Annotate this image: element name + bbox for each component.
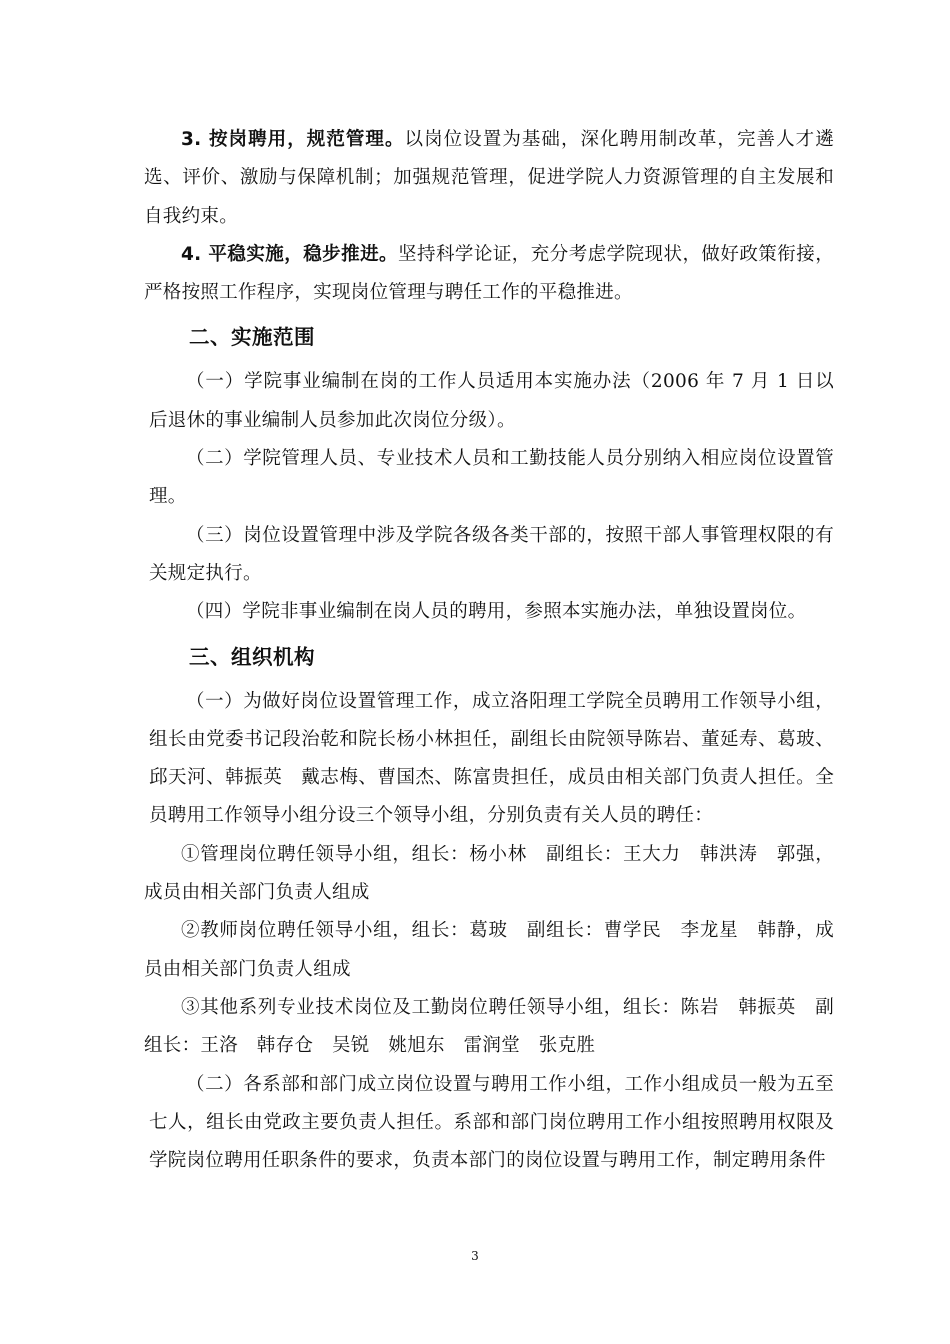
section-3-paragraph-2: ①管理岗位聘任领导小组，组长：杨小林 副组长：王大力 韩洪涛 郭强，成员由相关部门负责人组成	[144, 843, 834, 904]
principle-3-paragraph	[144, 121, 834, 236]
section-2-paragraph-3: （三）岗位设置管理中涉及学院各级各类干部的，按照干部人事管理权限的有关规定执行。	[149, 524, 834, 584]
principle-4-title: 4. 平稳实施，稳步推进。	[181, 243, 399, 265]
section-2-heading: 二、实施范围	[189, 325, 315, 350]
section-2-paragraph-4: （四）学院非事业编制在岗人员的聘用，参照本实施办法，单独设置岗位。	[186, 601, 807, 623]
section-3-heading: 三、组织机构	[189, 644, 315, 669]
principle-3-title: 3. 按岗聘用，规范管理。	[181, 129, 405, 150]
section-3-paragraph-3: ②教师岗位聘任领导小组，组长：葛玻 副组长：曹学民 李龙星 韩静，成员由相关部门负责人组成	[144, 920, 834, 980]
section-3-paragraph-1: （一）为做好岗位设置管理工作，成立洛阳理工学院全员聘用工作领导小组，组长由党委书记段治乾和院长杨小林担任，副组长由院领导陈岩、董延寿、葛玻、邱天河、韩振英 戴志梅、曹国杰、陈富贵担任，成员由相关部门负责人担任。全员聘用工作领导小组分设三个领导小组，分别负责有关人员的聘任：	[149, 690, 834, 827]
page-body	[144, 121, 834, 1180]
page-number: 3	[471, 1249, 479, 1263]
principle-4-paragraph	[144, 236, 834, 313]
principle-3-text: 以岗位设置为基础，深化聘用制改革，完善人才遴选、评价、激励与保障机制；加强规范管理，促进学院人力资源管理的自主发展和自我约束。	[144, 129, 834, 227]
principle-4-text: 坚持科学论证，充分考虑学院现状，做好政策衔接，严格按照工作程序，实现岗位管理与聘任工作的平稳推进。	[144, 243, 834, 304]
section-3-paragraph-5: （二）各系部和部门成立岗位设置与聘用工作小组，工作小组成员一般为五至七人，组长由党政主要负责人担任。系部和部门岗位聘用工作小组按照聘用权限及学院岗位聘用任职条件的要求，负责本部门的岗位设置与聘用工作，制定聘用条件	[149, 1073, 834, 1172]
section-2-paragraph-2: （二）学院管理人员、专业技术人员和工勤技能人员分别纳入相应岗位设置管理。	[149, 448, 834, 508]
section-2-paragraph-1: （一）学院事业编制在岗的工作人员适用本实施办法（2006 年 7 月 1 日以后退休的事业编制人员参加此次岗位分级）。	[149, 371, 834, 431]
section-3-paragraph-4: ③其他系列专业技术岗位及工勤岗位聘任领导小组，组长：陈岩 韩振英 副组长：王洛 韩存仓 吴锐 姚旭东 雷润堂 张克胜	[144, 996, 834, 1057]
